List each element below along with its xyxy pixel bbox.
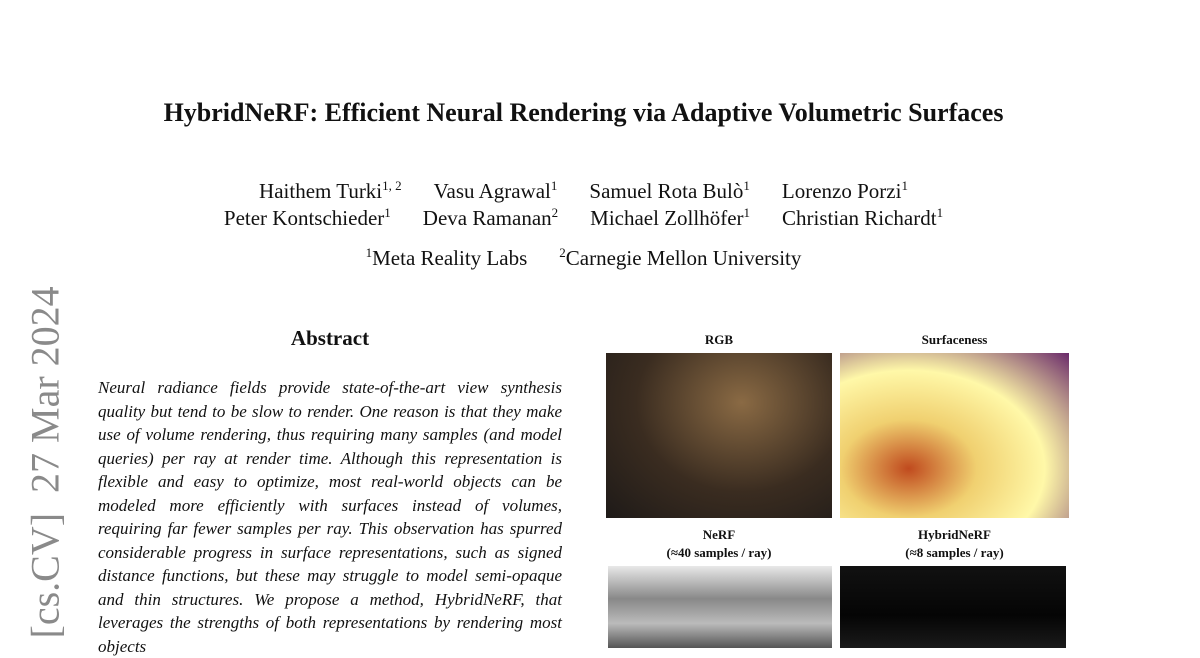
panel-label-nerf: NeRF (≈40 samples / ray) — [666, 527, 772, 560]
arxiv-stamp: [cs.CV] 27 Mar 2024 — [22, 286, 68, 639]
author-name: Peter Kontschieder$^1$ — [223, 205, 391, 230]
authors-line-1 — [0, 178, 1167, 204]
author-name: Michael Zollhöfer$^1$ — [590, 205, 751, 230]
affiliations — [0, 245, 1167, 271]
affiliation: $^1$Meta Reality Labs — [365, 245, 528, 270]
paper-title: HybridNeRF: Efficient Neural Rendering via Adaptive Volumetric Surfaces — [163, 98, 1004, 127]
panel-label-rgb: RGB — [704, 332, 734, 347]
author-name: Haithem Turki$^{1, 2}$ — [259, 178, 402, 203]
surfaceness-image — [840, 353, 1069, 518]
nerf-image — [608, 566, 832, 648]
affiliation: $^2$Carnegie Mellon University — [559, 245, 802, 270]
abstract-heading: Abstract — [290, 326, 370, 350]
panel-label-hybridnerf: HybridNeRF (≈8 samples / ray) — [905, 527, 1004, 560]
author-name: Deva Ramanan$^2$ — [422, 205, 559, 230]
author-name: Christian Richardt$^1$ — [782, 205, 944, 230]
rgb-image — [606, 353, 832, 518]
abstract-text: Neural radiance fields provide state-of-the-art view synthesis quality but tend to be slow to render. One reason is that they make use of volume rendering, thus requiring many samples (and model queries) per ray at render time. Although this representation is flexible and easy to optimize, most real-world objects can be modeled more efficiently with surfaces instead of volumes, requiring far fewer samples per ray. This observation has spurred considerable progress in surface representations, such as signed distance functions, but these may struggle to model semi-opaque and thin structures. We propose a method, HybridNeRF, that leverages the strengths of both representations by rendering most objects — [98, 378, 562, 656]
author-name: Lorenzo Porzi$^1$ — [781, 178, 908, 203]
author-name: Vasu Agrawal$^1$ — [433, 178, 558, 203]
author-name: Samuel Rota Bulò$^1$ — [589, 178, 750, 203]
authors-line-2 — [0, 205, 1167, 231]
panel-label-surfaceness: Surfaceness — [921, 332, 988, 347]
hybridnerf-image — [840, 566, 1066, 648]
